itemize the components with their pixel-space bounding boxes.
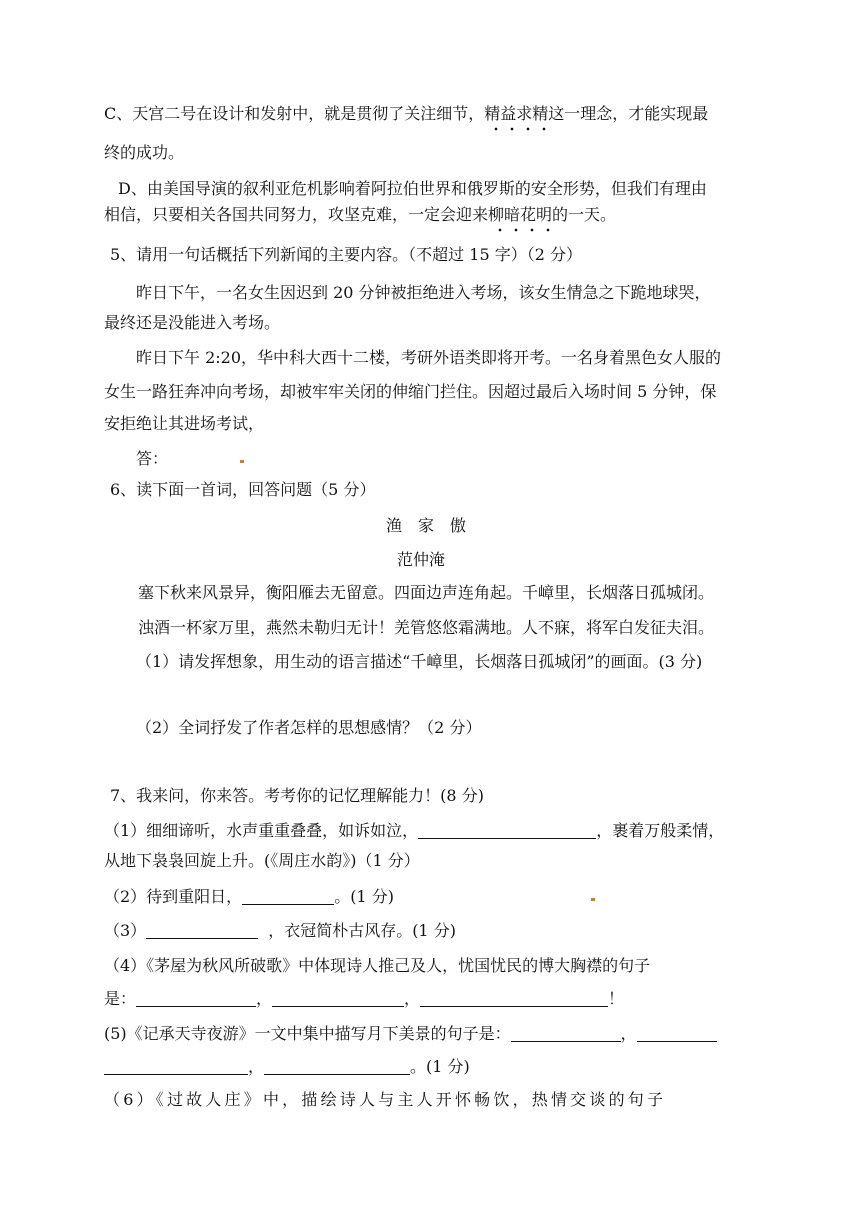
q7-item-1-line2: 从地下袅袅回旋上升。(《周庄水韵》)（1 分） xyxy=(104,851,420,870)
q5-para2-line2: 女生一路狂奔冲向考场，却被牢牢关闭的伸缩门拦住。因超过最后入场时间 5 分钟，保 xyxy=(104,382,717,401)
q7-item-4-text: 是： xyxy=(104,989,137,1008)
answer-blank[interactable] xyxy=(418,822,596,839)
q4-c-dotted-phrase: 精益求精 xyxy=(484,104,549,123)
q7-item-3-text-after: ，衣冠简朴古风存。(1 分) xyxy=(268,921,456,940)
q7-item-5-line1 xyxy=(104,1025,717,1042)
answer-blank[interactable] xyxy=(637,1025,717,1042)
q7-item-5-text: (5)《记承天寺夜游》一文中集中描写月下美景的句子是： xyxy=(104,1024,511,1043)
stray-mark xyxy=(240,460,244,463)
q5-para2-line1: 昨日下午 2:20，华中科大西十二楼，考研外语类即将开考。一名身着黑色女人服的 xyxy=(136,348,722,367)
answer-blank[interactable] xyxy=(420,990,608,1007)
q4-option-c-line2: 终的成功。 xyxy=(104,143,185,162)
q7-item-1 xyxy=(104,822,724,839)
q7-item-5-line2 xyxy=(104,1058,470,1075)
separator: ， xyxy=(620,1024,637,1043)
separator: ， xyxy=(248,1057,265,1076)
answer-blank[interactable] xyxy=(264,1058,410,1075)
q4-d-text-after: 的一天。 xyxy=(552,205,617,224)
q6-title: 6、读下面一首词，回答问题（5 分） xyxy=(110,480,376,499)
q5-title: 5、请用一句话概括下列新闻的主要内容。（不超过 15 字）（2 分） xyxy=(110,245,582,264)
poem-line2: 浊酒一杯家万里，燕然未勒归无计！羌管悠悠霜满地。人不寐，将军白发征夫泪。 xyxy=(138,618,715,637)
q7-item-5-text-after: 。(1 分) xyxy=(410,1057,470,1076)
stray-mark xyxy=(591,898,595,901)
answer-blank[interactable] xyxy=(146,922,258,939)
q7-item-1-text-after: ，裹着万般柔情， xyxy=(596,821,725,840)
poem-line1: 塞下秋来风景异，衡阳雁去无留意。四面边声连角起。千嶂里，长烟落日孤城闭。 xyxy=(138,583,715,602)
q7-item-6-line1: （6）《过故人庄》中，描绘诗人与主人开怀畅饮，热情交谈的句子 xyxy=(104,1090,667,1109)
separator: ， xyxy=(256,989,273,1008)
q4-option-d-line1: D、由美国导演的叙利亚危机影响着阿拉伯世界和俄罗斯的安全形势，但我们有理由 xyxy=(118,179,707,198)
q5-para1-line2: 最终还是没能进入考场。 xyxy=(104,313,281,332)
answer-blank[interactable] xyxy=(511,1025,621,1042)
q7-item-1-text: （1）细细谛听，水声重重叠叠，如诉如泣， xyxy=(104,821,419,840)
q4-option-d-line2 xyxy=(104,207,616,223)
q4-c-text-after: 这一理念，才能实现最 xyxy=(548,104,709,123)
q6-sub-question-1: （1）请发挥想象，用生动的语言描述“千嶂里，长烟落日孤城闭”的画面。(3 分) xyxy=(136,652,703,671)
answer-blank[interactable] xyxy=(242,888,334,905)
q7-item-2-text-after: 。(1 分) xyxy=(334,887,394,906)
q7-item-2 xyxy=(104,888,394,905)
q7-item-3 xyxy=(104,922,456,939)
q5-para1-line1: 昨日下午，一名女生因迟到 20 分钟被拒绝进入考场，该女生情急之下跪地球哭， xyxy=(136,283,711,302)
answer-blank[interactable] xyxy=(136,990,256,1007)
q7-item-4-line1: （4）《茅屋为秋风所破歌》中体现诗人推己及人，忧国忧民的博大胸襟的句子 xyxy=(104,956,651,975)
q7-item-3-text: （3） xyxy=(104,921,147,940)
q5-para2-line3: 安拒绝让其进场考试， xyxy=(104,414,265,433)
q7-item-4-line2 xyxy=(104,990,624,1007)
q5-answer-label: 答： xyxy=(136,449,169,468)
q4-c-text-before: C、天宫二号在设计和发射中，就是贯彻了关注细节， xyxy=(104,104,485,123)
answer-blank[interactable] xyxy=(104,1058,248,1075)
q4-d-text-before: 相信，只要相关各国共同努力，攻坚克难，一定会迎来 xyxy=(104,205,489,224)
poem-author: 范仲淹 xyxy=(397,550,446,569)
end-punctuation: ！ xyxy=(608,989,625,1008)
answer-blank[interactable] xyxy=(272,990,404,1007)
q4-option-c xyxy=(104,106,708,122)
q7-item-2-text: （2）待到重阳日， xyxy=(104,887,243,906)
q4-d-dotted-phrase: 柳暗花明 xyxy=(488,205,553,224)
poem-title: 渔 家 傲 xyxy=(386,516,467,535)
q7-title: 7、我来问，你来答。考考你的记忆理解能力！(8 分) xyxy=(110,786,484,805)
separator: ， xyxy=(404,989,421,1008)
q6-sub-question-2: （2）全词抒发了作者怎样的思想感情？（2 分） xyxy=(136,718,482,737)
